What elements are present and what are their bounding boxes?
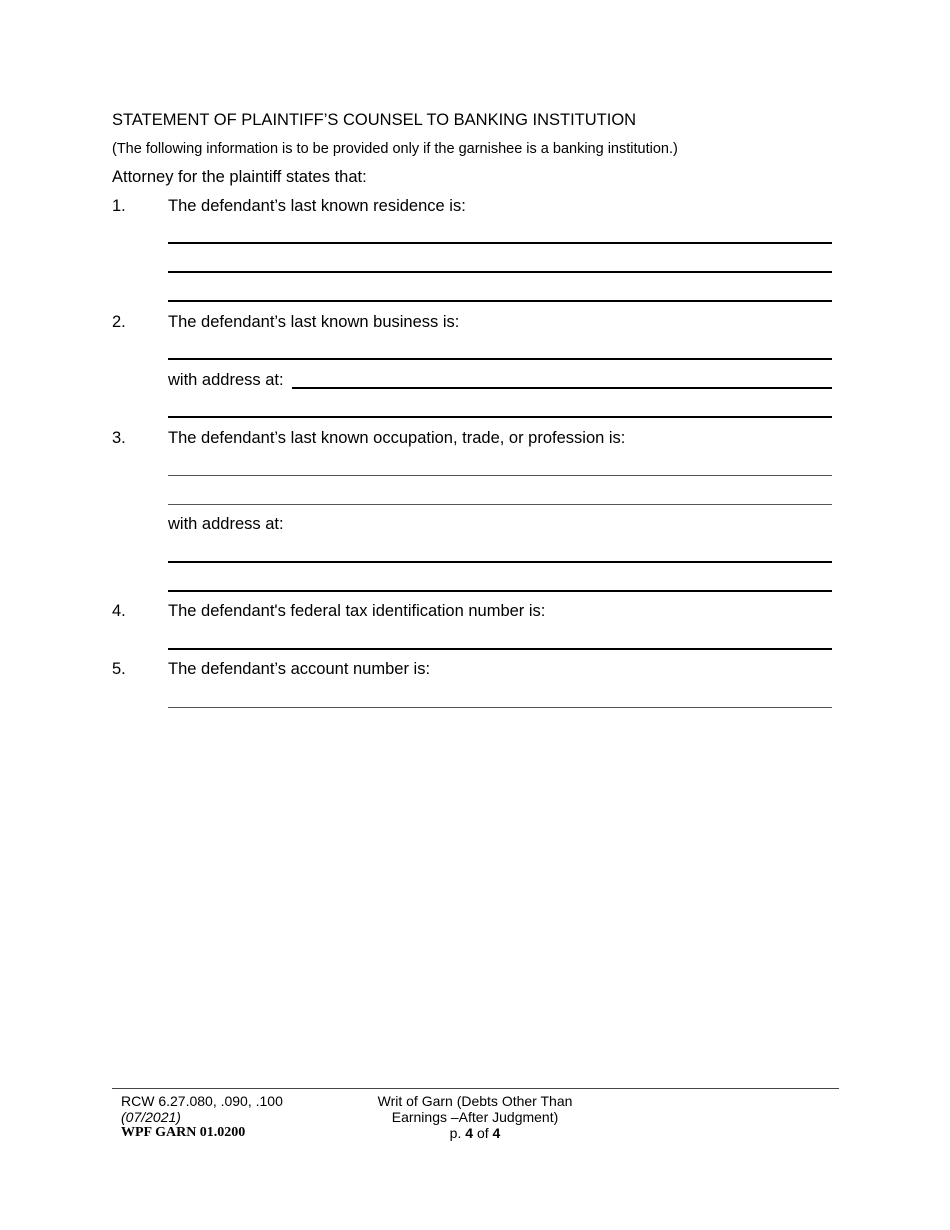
- residence-line-3[interactable]: [168, 300, 832, 302]
- tax-id-line[interactable]: [168, 648, 832, 650]
- item-5-label: The defendant’s account number is:: [168, 660, 431, 678]
- document-title: STATEMENT OF PLAINTIFF’S COUNSEL TO BANKING INSTITUTION: [112, 111, 637, 129]
- page-total: 4: [492, 1125, 501, 1141]
- item-2-label: The defendant’s last known business is:: [168, 313, 460, 331]
- footer-center: [365, 1093, 585, 1141]
- business-address-label: with address at:: [168, 371, 284, 389]
- item-4-label: The defendant's federal tax identification number is:: [168, 602, 546, 620]
- item-5-number: 5.: [112, 660, 126, 678]
- footer-rcw: RCW 6.27.080, .090, .100: [121, 1093, 283, 1109]
- item-1-number: 1.: [112, 197, 126, 215]
- business-address-line-1[interactable]: [292, 387, 832, 389]
- footer-left: [121, 1093, 283, 1141]
- business-line[interactable]: [168, 358, 832, 360]
- intro-statement: Attorney for the plaintiff states that:: [112, 168, 367, 186]
- business-address-line-2[interactable]: [168, 416, 832, 418]
- footer-page-number: [365, 1125, 585, 1141]
- residence-line-2[interactable]: [168, 271, 832, 273]
- occupation-address-line-1[interactable]: [168, 561, 832, 563]
- page-of: of: [476, 1125, 489, 1141]
- page-current: 4: [465, 1125, 474, 1141]
- item-1-label: The defendant’s last known residence is:: [168, 197, 466, 215]
- document-subtitle: (The following information is to be provided only if the garnishee is a banking institution.): [112, 141, 678, 157]
- occupation-line-2[interactable]: [168, 504, 832, 505]
- account-number-line[interactable]: [168, 707, 832, 708]
- item-3-number: 3.: [112, 429, 126, 447]
- footer-doc-title-1: Writ of Garn (Debts Other Than: [377, 1093, 573, 1109]
- page-prefix: p.: [449, 1125, 462, 1141]
- item-3-label: The defendant’s last known occupation, trade, or profession is:: [168, 429, 626, 447]
- footer-doc-title-2: Earnings –After Judgment): [391, 1109, 559, 1125]
- occupation-line-1[interactable]: [168, 475, 832, 476]
- residence-line-1[interactable]: [168, 242, 832, 244]
- occupation-address-label: with address at:: [168, 515, 284, 533]
- item-2-number: 2.: [112, 313, 126, 331]
- footer-divider: [112, 1088, 839, 1089]
- item-4-number: 4.: [112, 602, 126, 620]
- footer-form-id: WPF GARN 01.0200: [121, 1125, 246, 1140]
- occupation-address-line-2[interactable]: [168, 590, 832, 592]
- footer-date: (07/2021): [121, 1109, 181, 1125]
